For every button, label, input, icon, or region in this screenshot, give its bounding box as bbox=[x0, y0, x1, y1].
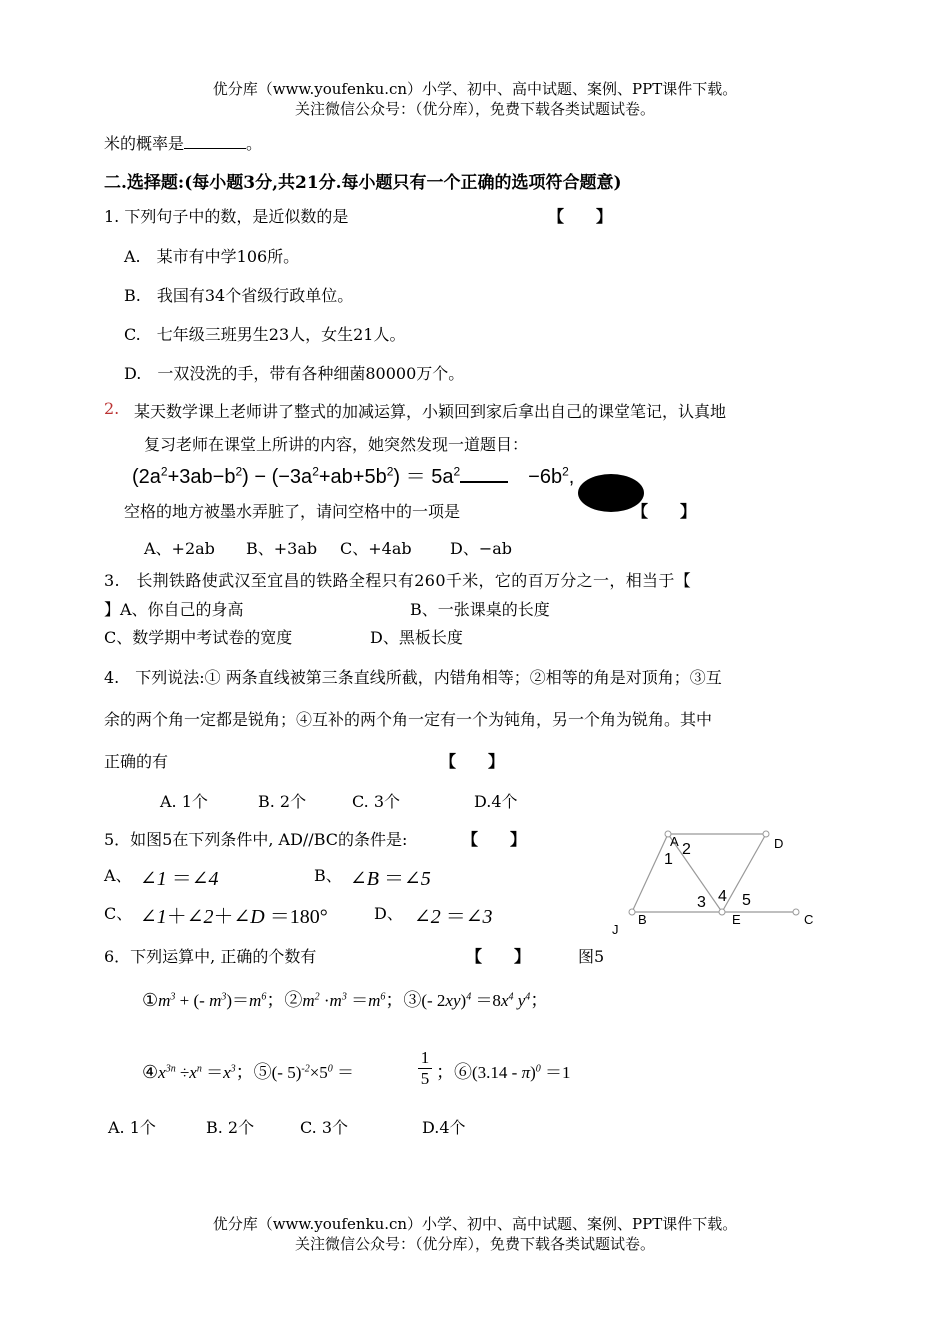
q4-line1: 4. 下列说法:① 两条直线被第三条直线所截，内错角相等；②相等的角是对顶角；③互 bbox=[104, 668, 722, 687]
q4-option-b: B. 2个 bbox=[258, 792, 307, 811]
q4-option-c: C. 3个 bbox=[352, 792, 401, 811]
label-j: J bbox=[612, 922, 619, 937]
q5-option-c-label: C、 bbox=[104, 904, 133, 923]
q6-option-b: B. 2个 bbox=[206, 1118, 255, 1137]
q6-option-d: D.4个 bbox=[422, 1118, 466, 1137]
q1-option-c: C. 七年级三班男生23人，女生21人。 bbox=[124, 325, 406, 344]
q3-line3b: D、黑板长度 bbox=[370, 628, 463, 647]
q6-stem: 6．下列运算中, 正确的个数有 bbox=[104, 947, 317, 966]
q2-stem-line2: 复习老师在课堂上所讲的内容，她突然发现一道题目： bbox=[144, 435, 529, 454]
angle-2: 2 bbox=[682, 841, 691, 858]
q6-bracket: 【 】 bbox=[466, 947, 531, 966]
q5-bracket: 【 】 bbox=[462, 830, 527, 849]
q5-stem: 5．如图5在下列条件中, AD//BC的条件是: bbox=[104, 830, 408, 849]
q4-line2: 余的两个角一定都是锐角；④互补的两个角一定有一个为钝角，另一个角为锐角。其中 bbox=[104, 710, 713, 729]
q2-number: 2. bbox=[104, 399, 120, 418]
answer-blank bbox=[184, 134, 246, 149]
q3-line2a: 】A、你自己的身高 bbox=[104, 600, 244, 619]
q6-option-a: A. 1个 bbox=[108, 1118, 156, 1137]
figure-5 bbox=[608, 826, 820, 938]
q1-option-a: A. 某市有中学106所。 bbox=[124, 247, 300, 266]
angle-3: 3 bbox=[697, 894, 706, 911]
q3-line3a: C、数学期中考试卷的宽度 bbox=[104, 628, 293, 647]
fraction-one-fifth: 1 5 bbox=[418, 1048, 432, 1089]
q2-equation: $(2a^2+3ab-b^2) - (-3a^2+ab+5b^2) = 5a^2$ $-6b^2$, bbox=[132, 464, 575, 488]
q2-option-c: C、+4ab bbox=[340, 539, 412, 558]
q3-line1: 3. 长荆铁路使武汉至宜昌的铁路全程只有260千米，它的百万分之一，相当于【 bbox=[104, 571, 692, 590]
q3-line2b: B、一张课桌的长度 bbox=[410, 600, 550, 619]
q2-option-a: A、+2ab bbox=[144, 539, 215, 558]
q2-option-d: D、−ab bbox=[450, 539, 513, 558]
label-a: A bbox=[670, 834, 679, 849]
q2-stem-line3: 空格的地方被墨水弄脏了，请问空格中的一项是 bbox=[124, 502, 461, 521]
carryover-end: 。 bbox=[246, 134, 263, 153]
q5-option-a-label: A、 bbox=[104, 866, 132, 885]
q5-option-b-expr: ∠B ＝∠5 bbox=[350, 868, 431, 890]
label-d: D bbox=[774, 836, 784, 851]
q5-option-a-expr: ∠1 ＝∠4 bbox=[140, 868, 219, 890]
q6-expr-row2b: ；⑥(3.14 - π)$^0$ ＝1 bbox=[436, 1062, 571, 1083]
q5-option-d-expr: ∠2 ＝∠3 bbox=[414, 906, 493, 928]
carryover-line bbox=[104, 131, 262, 154]
q2-stem-line1: 某天数学课上老师讲了整式的加减运算，小颖回到家后拿出自己的课堂笔记，认真地 bbox=[134, 402, 727, 421]
q1-option-b: B. 我国有34个省级行政单位。 bbox=[124, 286, 354, 305]
carryover-text: 米的概率是 bbox=[104, 134, 185, 153]
q6-expr-row1: $①m^3$ + (- $m^3)=m^6$；$②m^2 \cdot m^3 =m^6$；③(- $2xy)^4 =8x^4$ $y^4$； bbox=[142, 990, 549, 1011]
page-footer-line1: 优分库（www.youfenku.cn）小学、初中、高中试题、案例、PPT课件下载。 bbox=[212, 1215, 738, 1233]
q4-line3: 正确的有 bbox=[104, 752, 169, 771]
page-header-line2: 关注微信公众号：（优分库），免费下载各类试题试卷。 bbox=[294, 100, 655, 118]
q1-stem: 1. 下列句子中的数，是近似数的是 bbox=[104, 207, 349, 226]
q5-option-b-label: B、 bbox=[314, 866, 342, 885]
q4-option-a: A. 1个 bbox=[160, 792, 208, 811]
q5-option-d-label: D、 bbox=[374, 904, 403, 923]
q6-option-c: C. 3个 bbox=[300, 1118, 349, 1137]
q4-option-d: D.4个 bbox=[474, 792, 518, 811]
line-ab bbox=[632, 834, 668, 912]
angle-5: 5 bbox=[742, 892, 751, 909]
q1-bracket: 【 】 bbox=[548, 207, 613, 226]
section-title: 二.选择题:(每小题3分,共21分.每小题只有一个正确的选项符合题意) bbox=[104, 173, 622, 193]
page-footer-line2: 关注微信公众号：（优分库），免费下载各类试题试卷。 bbox=[294, 1235, 655, 1253]
figure-5-caption: 图5 bbox=[578, 947, 605, 966]
q1-option-d: D. 一双没洗的手，带有各种细菌80000万个。 bbox=[124, 364, 465, 383]
label-e: E bbox=[732, 912, 741, 927]
page-header-line1: 优分库（www.youfenku.cn）小学、初中、高中试题、案例、PPT课件下载。 bbox=[212, 80, 738, 98]
q5-option-c-expr: ∠1＋∠2＋∠D ＝180° bbox=[140, 906, 328, 928]
q2-option-b: B、+3ab bbox=[246, 539, 318, 558]
q4-bracket: 【 】 bbox=[440, 752, 505, 771]
label-b: B bbox=[638, 912, 647, 927]
label-c: C bbox=[804, 912, 814, 927]
q6-expr-row2: $④x^{3n} \div x^n =x^3$；⑤(- $5)^{-2}\times 5^0$ ＝ bbox=[142, 1062, 355, 1083]
q2-bracket: 【 】 bbox=[632, 502, 697, 521]
angle-4: 4 bbox=[718, 888, 727, 905]
angle-1: 1 bbox=[664, 851, 673, 868]
